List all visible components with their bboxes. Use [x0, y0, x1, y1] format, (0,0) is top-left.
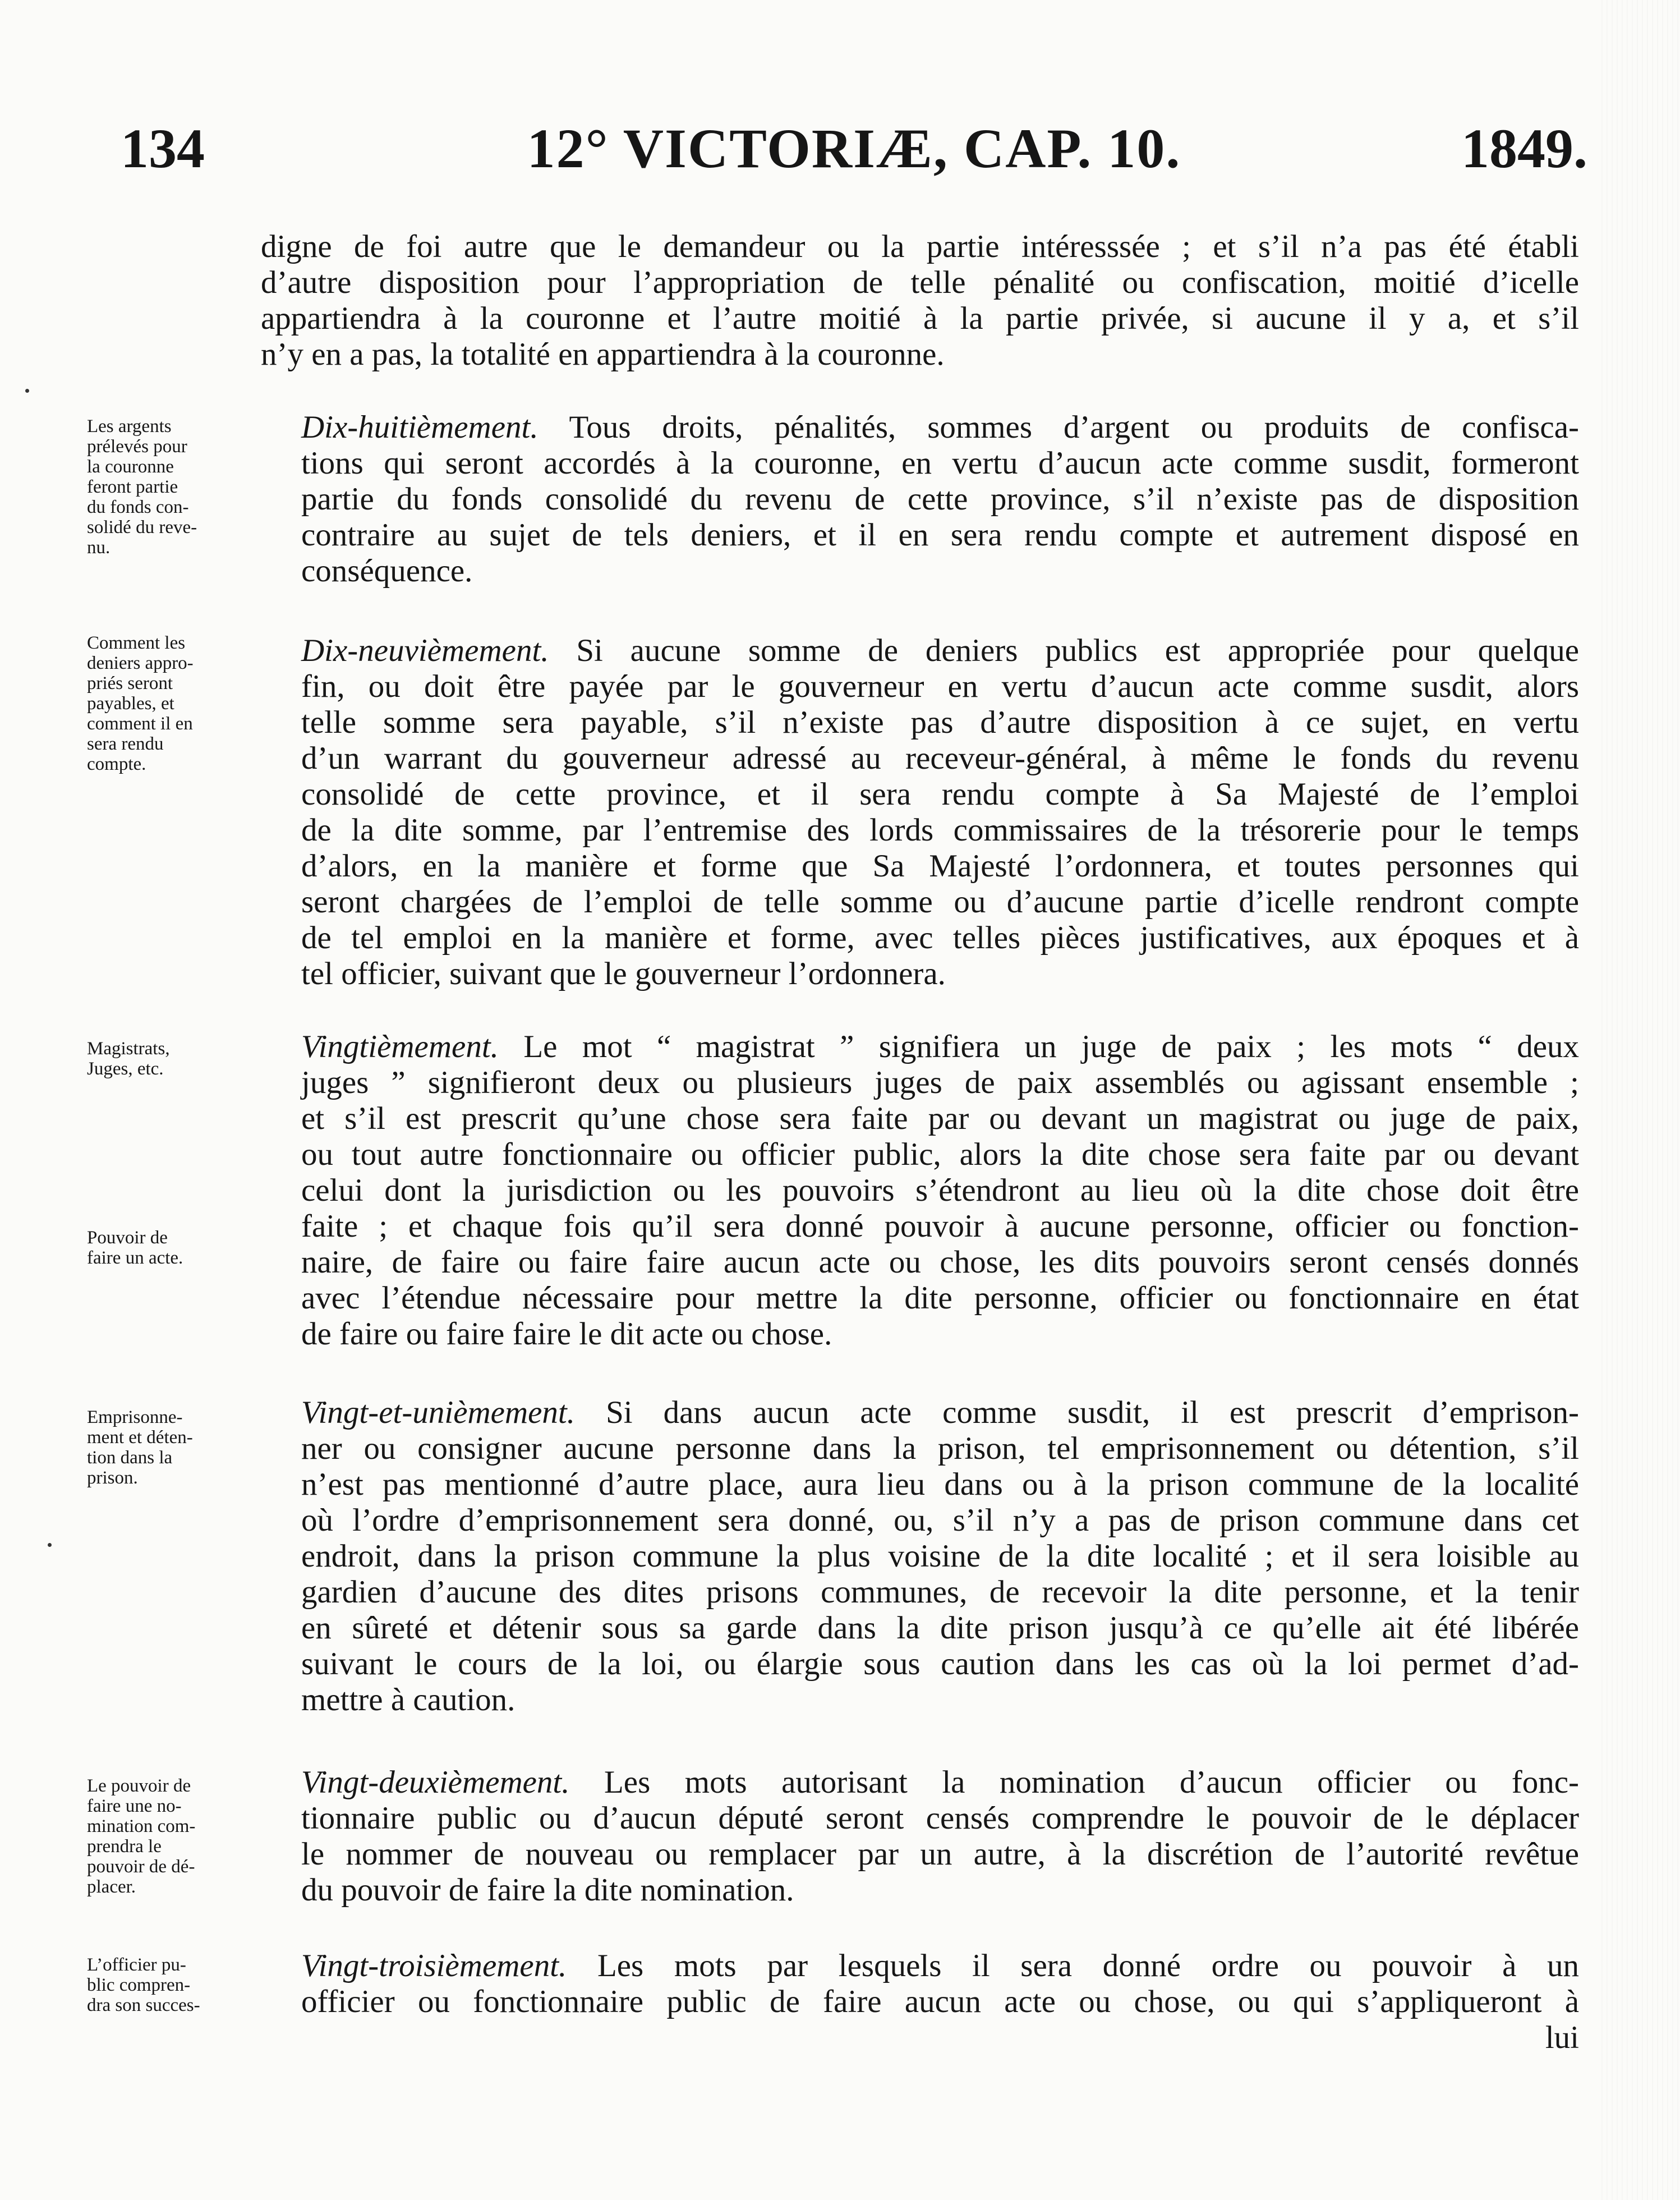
text-line: tel officier, suivant que le gouverneur l’ordonnera. — [301, 956, 946, 991]
section-20: Vingtièmement. Le mot “ magistrat ” signifiera un juge de paix ; les mots “ deux juges ” signifieront deux ou plusieurs juges de paix assemblés ou agissant ensemble ; et s’il est prescrit qu’une chose sera faite par ou devant un magistrat ou juge de paix, ou tout autre fonctionnaire ou officier public, alors la dite chose sera faite par ou devant celui dont la jurisdiction ou les pouvoirs s’étendront au lieu où la dite chose doit être faite ; et chaque fois qu’il sera donné pouvoir à aucune personne, officier ou fonction- naire, de faire ou faire faire aucun acte ou chose, les dits pouvoirs seront censés donnés avec l’étendue nécessaire pour mettre la dite personne, officier ou fonctionnaire en état de faire ou faire faire le dit acte ou chose. — [261, 1029, 1579, 1352]
text-line: faite ; et chaque fois qu’il sera donné pouvoir à aucune personne, officier ou fonction- — [301, 1209, 1579, 1244]
running-title: 12° VICTORIÆ, CAP. 10. — [527, 117, 1181, 180]
text-line: de faire ou faire faire le dit acte ou chose. — [301, 1316, 832, 1352]
text-line: et s’il est prescrit qu’une chose sera faite par ou devant un magistrat ou juge de paix, — [301, 1101, 1579, 1136]
section-21: Vingt-et-unièmement. Si dans aucun acte comme susdit, il est prescrit d’emprison- ner ou consigner aucune personne dans la prison, tel emprisonnement ou détention, s’il n’est pas mentionné d’autre place, aura lieu dans ou à la prison commune de la localité où l’ordre d’emprisonnement sera donné, ou, s’il n’y a pas de prison commune dans cet endroit, dans la prison commune la plus voisine de la dite localité ; et il sera loisible au gardien d’aucune des dites prisons communes, de recevoir la dite personne, et la tenir en sûreté et détenir sous sa garde dans la dite prison jusqu’à ce qu’elle ait été libérée suivant le cours de la loi, ou élargie sous caution dans les cas où la loi permet d’ad- mettre à caution. — [261, 1395, 1579, 1718]
text-line: n’y en a pas, la totalité en appartiendra à la couronne. — [261, 337, 945, 372]
text-line: avec l’étendue nécessaire pour mettre la dite personne, officier ou fonctionnaire en état — [301, 1280, 1579, 1316]
margin-note-appointment: Le pouvoir de faire une no- mination com- prendra le pouvoir de dé- placer. — [87, 1776, 196, 1897]
text-line: endroit, dans la prison commune la plus voisine de la dite localité ; et il sera loisible au — [301, 1538, 1579, 1574]
section-lead: Vingt-deuxièmement. — [301, 1765, 570, 1800]
section-lead: Vingtièmement. — [301, 1029, 499, 1064]
margin-note-public-money: Comment les deniers appro- priés seront payables, et comment il en sera rendu compte. — [87, 633, 194, 774]
text-line: juges ” signifieront deux ou plusieurs juges de paix assemblés ou agissant ensemble ; — [301, 1065, 1579, 1100]
text-line: digne de foi autre que le demandeur ou la partie intéresssée ; et s’il n’a pas été établi — [261, 229, 1579, 264]
margin-note-revenue: Les argents prélevés pour la couronne feront partie du fonds con- solidé du reve- nu. — [87, 416, 197, 558]
continuation-paragraph — [261, 229, 1579, 373]
text-line: tionnaire public ou d’aucun député seront censés comprendre le pouvoir de le déplacer — [301, 1801, 1579, 1836]
text-line: seront chargées de l’emploi de telle somme ou d’aucune partie d’icelle rendront compte — [301, 884, 1579, 920]
margin-note-magistrates: Magistrats, Juges, etc. — [87, 1039, 170, 1079]
text-line: celui dont la jurisdiction ou les pouvoirs s’étendront au lieu où la dite chose doit être — [301, 1173, 1579, 1208]
text-line: officier ou fonctionnaire public de faire aucun acte ou chose, ou qui s’appliqueront à — [301, 1984, 1579, 2019]
text-line: naire, de faire ou faire faire aucun acte ou chose, les dits pouvoirs seront censés donnés — [301, 1244, 1579, 1280]
text-line: d’autre disposition pour l’appropriation de telle pénalité ou confiscation, moitié d’icelle — [261, 265, 1579, 300]
text-line: d’un warrant du gouverneur adressé au receveur-général, à même le fonds du revenu — [301, 741, 1579, 776]
page-number: 134 — [121, 117, 205, 180]
text-line: de la dite somme, par l’entremise des lords commissaires de la trésorerie pour le temps — [301, 812, 1579, 848]
text-line: où l’ordre d’emprisonnement sera donné, ou, s’il n’y a pas de prison commune dans cet — [301, 1503, 1579, 1538]
text-line: tions qui seront accordés à la couronne, en vertu d’aucun acte comme susdit, formeront — [301, 445, 1579, 481]
text-line: le nommer de nouveau ou remplacer par un autre, à la discrétion de l’autorité revêtue — [301, 1836, 1579, 1872]
scan-noise-margin — [1601, 0, 1680, 2200]
scan-speck — [48, 1543, 52, 1547]
text-line: appartiendra à la couronne et l’autre moitié à la partie privée, si aucune il y a, et s’il — [261, 301, 1579, 336]
margin-note-power-to-act: Pouvoir de faire un acte. — [87, 1228, 183, 1268]
section-lead: Dix-neuvièmement. — [301, 633, 549, 668]
text-line: conséquence. — [301, 553, 473, 589]
running-header — [121, 112, 1587, 185]
text-line: mettre à caution. — [301, 1682, 515, 1717]
text-line: du pouvoir de faire la dite nomination. — [301, 1872, 794, 1908]
text-line: partie du fonds consolidé du revenu de cette province, s’il n’existe pas de disposition — [301, 481, 1579, 517]
text-line: d’alors, en la manière et forme que Sa Majesté l’ordonnera, et toutes personnes qui — [301, 848, 1579, 884]
text-line: gardien d’aucune des dites prisons communes, de recevoir la dite personne, et la tenir — [301, 1574, 1579, 1610]
margin-note-imprisonment: Emprisonne- ment et déten- tion dans la prison. — [87, 1407, 193, 1488]
text-line: ner ou consigner aucune personne dans la prison, tel emprisonnement ou détention, s’il — [301, 1431, 1579, 1466]
running-year: 1849. — [1461, 117, 1587, 180]
text-line: telle somme sera payable, s’il n’existe pas d’autre disposition à ce sujet, en vertu — [301, 705, 1579, 740]
text-line: suivant le cours de la loi, ou élargie sous caution dans les cas où la loi permet d’ad- — [301, 1646, 1579, 1682]
section-lead: Dix-huitièmement. — [301, 410, 538, 445]
text-line: fin, ou doit être payée par le gouverneur en vertu d’aucun acte comme susdit, alors — [301, 669, 1579, 704]
catchword: lui — [1545, 2020, 1579, 2055]
text-line: n’est pas mentionné d’autre place, aura lieu dans ou à la prison commune de la localité — [301, 1467, 1579, 1502]
text-line: contraire au sujet de tels deniers, et il en sera rendu compte et autrement disposé en — [301, 517, 1579, 553]
text-line: en sûreté et détenir sous sa garde dans la dite prison jusqu’à ce qu’elle ait été libérée — [301, 1610, 1579, 1646]
section-19: Dix-neuvièmement. Si aucune somme de deniers publics est appropriée pour quelque fin, ou doit être payée par le gouverneur en vertu d’aucun acte comme susdit, alors telle somme sera payable, s’il n’existe pas d’autre disposition à ce sujet, en vertu d’un warrant du gouverneur adressé au receveur-général, à même le fonds du revenu consolidé de cette province, et il sera rendu compte à Sa Majesté de l’emploi de la dite somme, par l’entremise des lords commissaires de la trésorerie pour le temps d’alors, en la manière et forme que Sa Majesté l’ordonnera, et toutes personnes qui seront chargées de l’emploi de telle somme ou d’aucune partie d’icelle rendront compte de tel emploi en la manière et forme, avec telles pièces justificatives, aux époques et à tel officier, suivant que le gouverneur l’ordonnera. — [261, 633, 1579, 992]
scan-speck — [25, 389, 29, 393]
section-lead: Vingt-troisièmement. — [301, 1948, 567, 1983]
section-22: Vingt-deuxièmement. Les mots autorisant la nomination d’aucun officier ou fonc- tionnaire public ou d’aucun député seront censés comprendre le pouvoir de le déplacer le nommer de nouveau ou remplacer par un autre, à la discrétion de l’autorité revêtue du pouvoir de faire la dite nomination. — [261, 1765, 1579, 1908]
section-18: Dix-huitièmement. Tous droits, pénalités, sommes d’argent ou produits de confisca- tions qui seront accordés à la couronne, en vertu d’aucun acte comme susdit, formeront partie du fonds consolidé du revenu de cette province, s’il n’existe pas de disposition contraire au sujet de tels deniers, et il en sera rendu compte et autrement disposé en conséquence. — [261, 410, 1579, 589]
text-line: consolidé de cette province, et il sera rendu compte à Sa Majesté de l’emploi — [301, 777, 1579, 812]
section-23: Vingt-troisièmement. Les mots par lesquels il sera donné ordre ou pouvoir à un officier ou fonctionnaire public de faire aucun acte ou chose, ou qui s’appliqueront à lui — [261, 1948, 1579, 2056]
text-line: de tel emploi en la manière et forme, avec telles pièces justificatives, aux époques et à — [301, 920, 1579, 956]
margin-note-officer-successor: L’officier pu- blic compren- dra son succes- — [87, 1955, 200, 2015]
section-lead: Vingt-et-unièmement. — [301, 1395, 576, 1430]
text-line: ou tout autre fonctionnaire ou officier public, alors la dite chose sera faite par ou devant — [301, 1137, 1579, 1172]
